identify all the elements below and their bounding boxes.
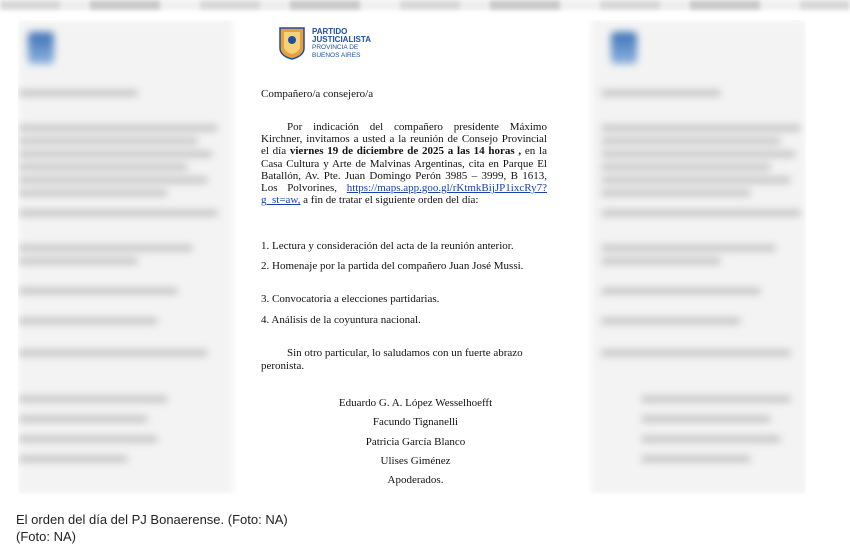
blurred-left-background [18, 20, 233, 494]
agenda-item: 1. Lectura y consideración del acta de la reunión anterior. [261, 240, 514, 252]
caption-line: El orden del día del PJ Bonaerense. (Foto: NA) [16, 512, 288, 527]
agenda-item: 2. Homenaje por la partida del compañero Juan José Mussi. [261, 260, 524, 272]
signatory-role: Apoderados. [387, 474, 444, 486]
blurred-header-strip [0, 0, 850, 10]
signatory: Patricia García Blanco [365, 436, 466, 448]
agenda-item: 4. Análisis de la coyuntura nacional. [261, 314, 421, 326]
signatory: Eduardo G. A. López Wesselhoefft [338, 397, 493, 409]
party-logo-icon [278, 26, 306, 60]
signatory: Ulises Giménez [380, 455, 451, 467]
letter-document [243, 20, 588, 494]
caption-credit: (Foto: NA) [16, 529, 76, 544]
signatory: Facundo Tignanelli [372, 416, 459, 428]
invitation-paragraph: Por indicación del compañero presidente Máximo Kirchner, invitamos a usted a la reunión de Consejo Provincial el día viernes 19 de diciembre de 2025 a las 14 horas , en la Casa Cultura y Arte de Malvinas Argentinas, cita en Parque El Batallón, Av. Pte. Juan Domingo Perón 3985 – 3999, B 1613, Los Polvorines, https://maps.app.goo.gl/rKtmkBijJP1ixcRy7?g_st=aw, a fin de tratar el siguiente orden del día: [261, 121, 547, 207]
salutation: Compañero/a consejero/a [261, 88, 374, 100]
closing-paragraph: Sin otro particular, lo saludamos con un fuerte abrazo peronista. [261, 347, 523, 372]
party-logo-text: PARTIDO JUSTICIALISTA PROVINCIA DE BUENOS AIRES [312, 27, 371, 59]
blurred-right-background [591, 20, 806, 494]
image-caption [16, 511, 288, 545]
agenda-item: 3. Convocatoria a elecciones partidarias. [261, 293, 440, 305]
meeting-date: viernes 19 de diciembre de 2025 a las 14 horas , [289, 145, 522, 158]
maps-link[interactable]: https://maps.app.goo.gl/rKtmkBijJP1ixcRy7?g_st=aw, [261, 182, 547, 207]
article-image [18, 20, 806, 494]
